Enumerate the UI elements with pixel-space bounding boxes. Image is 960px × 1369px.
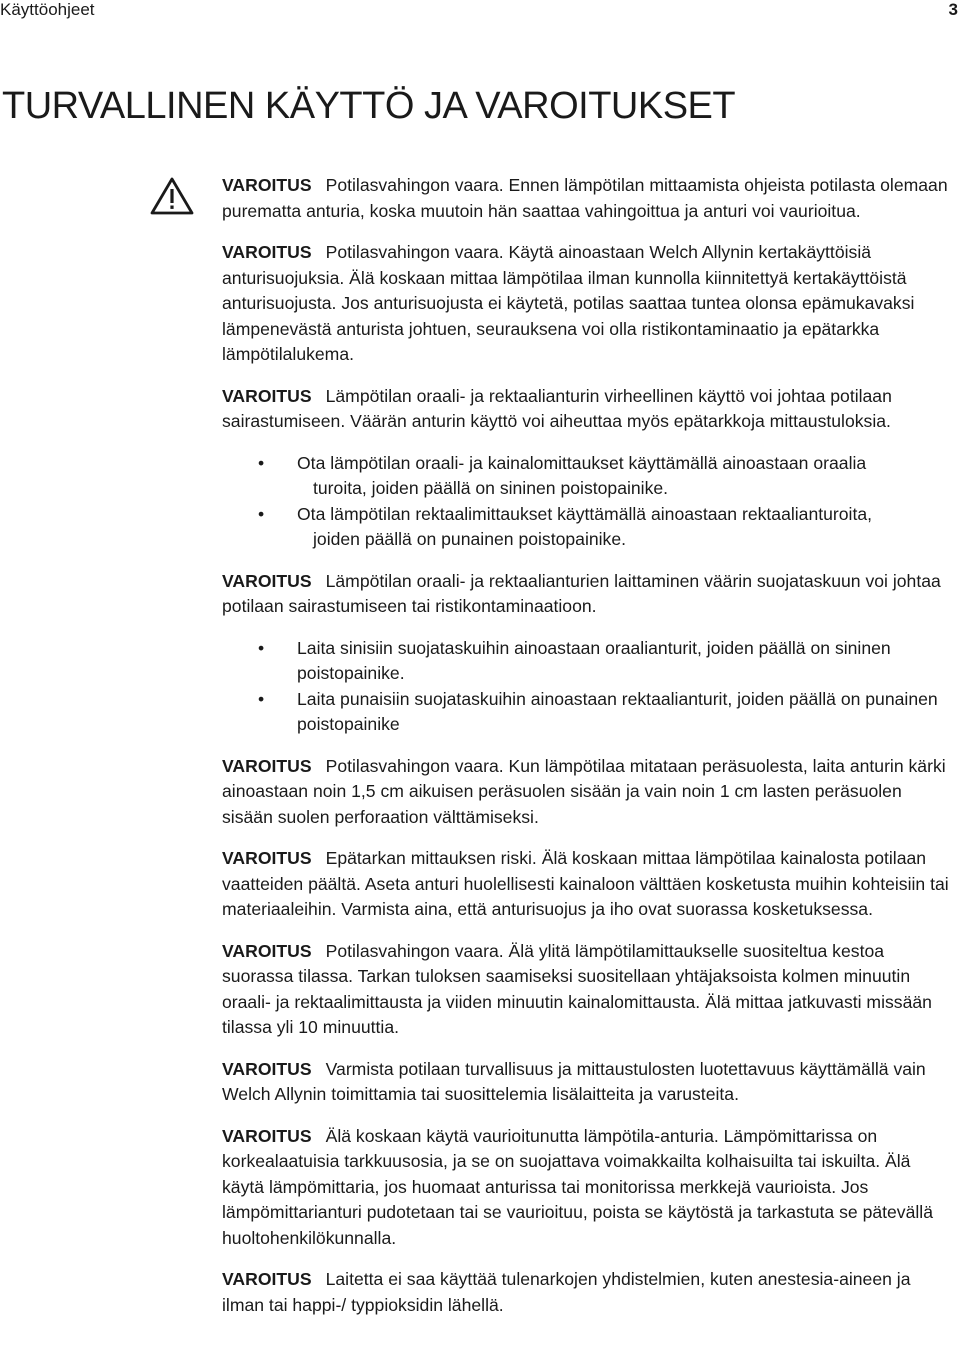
warning-label: VAROITUS <box>222 1125 312 1146</box>
list-item <box>222 502 957 553</box>
list-item-text: Laita punaisiin suojataskuihin ainoastaan rektaalianturit, joiden päällä on punainen poistopainike <box>297 688 938 734</box>
warning-label: VAROITUS <box>222 1269 312 1289</box>
running-header: Käyttöohjeet <box>0 0 95 19</box>
warning-paragraph <box>222 939 957 1041</box>
warning-paragraph <box>222 1124 957 1252</box>
warning-triangle-icon <box>150 176 194 216</box>
list-item-text: Ota lämpötilan rektaalimittaukset käyttämällä ainoastaan rektaalianturoita, <box>297 503 873 524</box>
warning-label: VAROITUS <box>222 940 312 961</box>
warning-paragraph <box>222 1057 957 1108</box>
bullet-icon: • <box>258 452 265 473</box>
warnings-content <box>222 173 957 1334</box>
list-item-text: Ota lämpötilan oraali- ja kainalomittaukset käyttämällä ainoastaan oraalia <box>297 452 867 473</box>
warning-text: Potilasvahingon vaara. Älä ylitä lämpötilamittaukselle suositeltua kestoa suorassa tilassa. Tarkan tuloksen saamiseksi suositellaan yhtäjaksoista kolmen minuutin oraali- ja rektaalimittausta ja viiden minuutin kainalomittausta. Älä mittaa jatkuvasti missään tilassa yli 10 minuuttia. <box>222 940 932 1037</box>
warning-paragraph <box>222 846 957 923</box>
pocket-usage-list <box>222 636 957 738</box>
warning-text: Potilasvahingon vaara. Käytä ainoastaan Welch Allynin kertakäyttöisiä anturisuojuksia. Älä koskaan mittaa lämpötilaa ilman kunnolla kiinnitettyä kertakäyttöistä anturisuojusta. Jos anturisuojusta ei käytetä, potilas saattaa tuntea olonsa epämukavaksi lämpenevästä anturista johtuen, seurauksena voi olla ristikontaminaatio ja epätarkka lämpötilalukema. <box>222 242 915 364</box>
probe-usage-list <box>222 451 957 553</box>
warning-text: Potilasvahingon vaara. Ennen lämpötilan mittaamista ohjeista potilasta olemaan purematta anturia, koska muutoin hän saattaa vahingoittua ja anturi voi vaurioitua. <box>222 175 948 221</box>
bullet-icon: • <box>258 688 265 709</box>
warning-text: Lämpötilan oraali- ja rektaalianturin virheellinen käyttö voi johtaa potilaan sairastumiseen. Väärän anturin käyttö voi aiheuttaa myös epätarkkoja mittaustuloksia. <box>222 385 892 431</box>
warning-paragraph <box>222 384 957 435</box>
page-title: TURVALLINEN KÄYTTÖ JA VAROITUKSET <box>2 85 736 127</box>
bullet-icon: • <box>258 503 265 524</box>
warning-paragraph <box>222 1267 957 1318</box>
bullet-icon: • <box>258 637 265 658</box>
warning-paragraph <box>222 754 957 831</box>
page-number: 3 <box>948 0 958 19</box>
warning-label: VAROITUS <box>222 570 312 591</box>
list-item <box>222 687 957 738</box>
warning-label: VAROITUS <box>222 848 312 868</box>
warning-paragraph <box>222 240 957 368</box>
list-item <box>222 636 957 687</box>
warning-text: Lämpötilan oraali- ja rektaalianturien laittaminen väärin suojataskuun voi johtaa potilaan sairastumiseen tai ristikontaminaatioon. <box>222 570 941 616</box>
warning-label: VAROITUS <box>222 1058 312 1079</box>
warning-label: VAROITUS <box>222 175 312 195</box>
warning-label: VAROITUS <box>222 242 312 262</box>
warning-text: Laitetta ei saa käyttää tulenarkojen yhdistelmien, kuten anestesia-aineen ja ilman tai happi-/ typpioksidin lähellä. <box>222 1269 911 1315</box>
list-item-text-continued: joiden päällä on punainen poistopainike. <box>313 529 627 549</box>
warning-label: VAROITUS <box>222 755 312 776</box>
list-item-text: Laita sinisiin suojataskuihin ainoastaan oraalianturit, joiden päällä on sininen poistopainike. <box>297 637 891 683</box>
list-item <box>222 451 957 502</box>
warning-text: Varmista potilaan turvallisuus ja mittaustulosten luotettavuus käyttämällä vain Welch Allynin toimittamia tai suosittelemia lisälaitteita ja varusteita. <box>222 1058 926 1104</box>
warning-text: Älä koskaan käytä vaurioitunutta lämpötila-anturia. Lämpömittarissa on korkealaatuisia tarkkuusosia, ja se on suojattava voimakkailta kolhaisuilta tai iskuilta. Älä käytä lämpömittaria, jos huomaat anturissa tai monitorissa merkkejä vaurioista. Jos lämpömittarianturi pudotetaan tai se vaurioituu, poista se käytöstä ja tarkastuta se pätevällä huoltohenkilökunnalla. <box>222 1125 933 1248</box>
warning-text: Epätarkan mittauksen riski. Älä koskaan mittaa lämpötilaa kainalosta potilaan vaatteiden päältä. Aseta anturi huolellisesti kainaloon välttäen kosketusta muihin kohteisiin tai materiaaleihin. Varmista aina, että anturisuojus ja iho ovat suorassa kosketuksessa. <box>222 848 949 919</box>
warning-paragraph <box>222 173 957 224</box>
list-item-text-continued: turoita, joiden päällä on sininen poistopainike. <box>313 478 669 498</box>
warning-paragraph <box>222 569 957 620</box>
warning-text: Potilasvahingon vaara. Kun lämpötilaa mitataan peräsuolesta, laita anturin kärki ainoastaan noin 1,5 cm aikuisen peräsuolen sisään ja vain noin 1 cm lasten peräsuolen sisään suolen perforaation välttämiseksi. <box>222 755 946 827</box>
warning-label: VAROITUS <box>222 385 312 406</box>
